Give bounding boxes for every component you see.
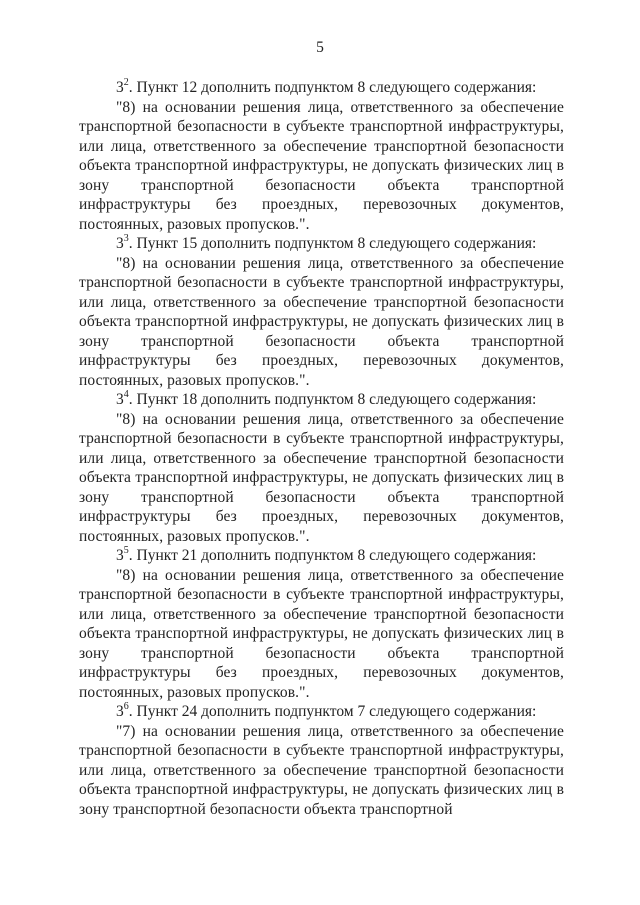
section-heading-text: . Пункт 18 дополнить подпунктом 8 следующего содержания: (128, 391, 537, 408)
section-number: 3 (116, 391, 124, 408)
section-number: 3 (116, 703, 124, 720)
section-superscript: 4 (123, 388, 129, 400)
amendment-text: "7) на основании решения лица, ответственного за обеспечение транспортной безопасности в субъекте транспортной инфраструктуры, или лица, ответственного за обеспечение транспортной безопасности объекта транспортной инфраструктуры, не допускать физических лиц в зону транспортной безопасности объекта транспортной (79, 722, 564, 818)
amendment-text: "8) на основании решения лица, ответственного за обеспечение транспортной безопасности в субъекте транспортной инфраструктуры, или лица, ответственного за обеспечение транспортной безопасности объекта транспортной инфраструктуры, не допускать физических лиц в зону транспортной безопасности объекта транспортной инфраструктуры без проездных, перевозочных документов, постоянных, разовых пропусков.". (79, 254, 564, 389)
section-superscript: 6 (123, 700, 129, 712)
section-number: 3 (116, 79, 124, 96)
section-superscript: 2 (123, 76, 129, 88)
document-body (79, 78, 564, 819)
amendment-text: "8) на основании решения лица, ответственного за обеспечение транспортной безопасности в субъекте транспортной инфраструктуры, или лица, ответственного за обеспечение транспортной безопасности объекта транспортной инфраструктуры, не допускать физических лиц в зону транспортной безопасности объекта транспортной инфраструктуры без проездных, перевозочных документов, постоянных, разовых пропусков.". (79, 410, 564, 545)
section-number: 3 (116, 547, 124, 564)
section-heading-text: . Пункт 12 дополнить подпунктом 8 следующего содержания: (128, 79, 537, 96)
section-superscript: 3 (123, 232, 129, 244)
section-heading (79, 546, 564, 566)
section-heading-text: . Пункт 15 дополнить подпунктом 8 следующего содержания: (128, 235, 537, 252)
amendment-text: "8) на основании решения лица, ответственного за обеспечение транспортной безопасности в субъекте транспортной инфраструктуры, или лица, ответственного за обеспечение транспортной безопасности объекта транспортной инфраструктуры, не допускать физических лиц в зону транспортной безопасности объекта транспортной инфраструктуры без проездных, перевозочных документов, постоянных, разовых пропусков.". (79, 566, 564, 701)
section-heading (79, 390, 564, 410)
section-number: 3 (116, 235, 124, 252)
section-heading-text: . Пункт 24 дополнить подпунктом 7 следующего содержания: (128, 703, 537, 720)
section-heading (79, 78, 564, 98)
section-heading (79, 234, 564, 254)
section-heading (79, 702, 564, 722)
section-superscript: 5 (123, 544, 129, 556)
section-heading-text: . Пункт 21 дополнить подпунктом 8 следующего содержания: (128, 547, 537, 564)
page-number: 5 (316, 39, 324, 56)
amendment-text: "8) на основании решения лица, ответственного за обеспечение транспортной безопасности в субъекте транспортной инфраструктуры, или лица, ответственного за обеспечение транспортной безопасности объекта транспортной инфраструктуры, не допускать физических лиц в зону транспортной безопасности объекта транспортной инфраструктуры без проездных, перевозочных документов, постоянных, разовых пропусков.". (79, 98, 564, 233)
